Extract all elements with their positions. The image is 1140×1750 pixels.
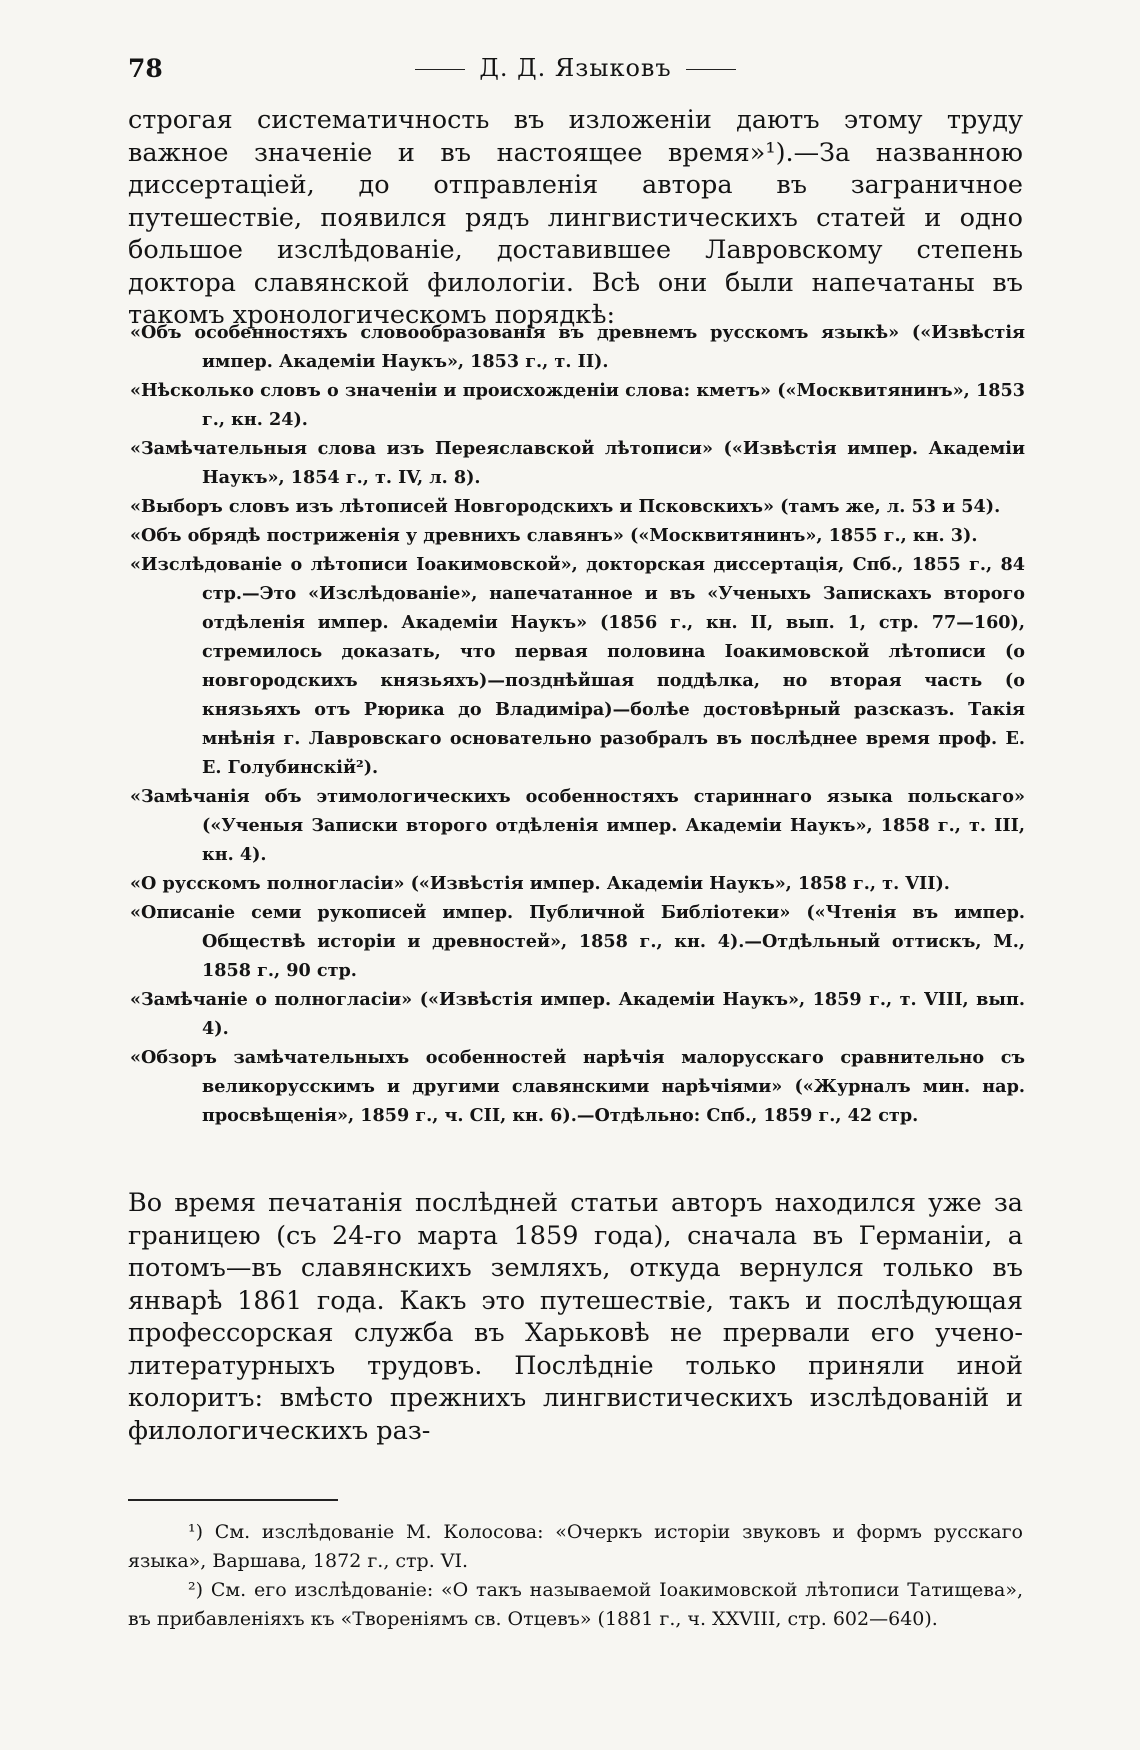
running-title	[128, 54, 1023, 82]
bibliography-item: «О русскомъ полногласіи» («Извѣстія импер. Академіи Наукъ», 1858 г., т. VII).	[130, 873, 950, 894]
bibliography-item: «Выборъ словъ изъ лѣтописей Новгородскихъ и Псковскихъ» (тамъ же, л. 53 и 54).	[130, 496, 1001, 517]
paragraph-bottom: Во время печатанія послѣдней статьи авторъ находился уже за границею (съ 24-го марта 1859 года), сначала въ Германіи, а потомъ—въ славянскихъ земляхъ, откуда вернулся только въ январѣ 1861 года. Какъ это путешествіе, такъ и послѣдующая профессорская служба въ Харьковѣ не прервали его учено-литературныхъ трудовъ. Послѣдніе только приняли иной колоритъ: вмѣсто прежнихъ лингвистическихъ изслѣдованій и филологическихъ раз-	[128, 1188, 1023, 1446]
title-dash-right	[686, 69, 736, 70]
bibliography-item: «Замѣчательныя слова изъ Переяславской лѣтописи» («Извѣстія импер. Академіи Наукъ», 1854 г., т. IV, л. 8).	[130, 438, 1025, 488]
footnotes	[128, 1518, 1023, 1634]
page-header	[128, 48, 1023, 88]
page-number: 78	[128, 54, 163, 83]
bibliography-item: «Объ обрядѣ постриженія у древнихъ славянъ» («Москвитянинъ», 1855 г., кн. 3).	[130, 525, 978, 546]
paragraph-top: строгая систематичность въ изложеніи даютъ этому труду важное значеніе и въ настоящее время»¹).—За названною диссертаціей, до отправленія автора въ заграничное путешествіе, появился рядъ лингвистическихъ статей и одно большое изслѣдованіе, доставившее Лавровскому степень доктора славянской филологіи. Всѣ они были напечатаны въ такомъ хронологическомъ порядкѣ:	[128, 105, 1023, 330]
title-dash-left	[415, 69, 465, 70]
footnote-1: ¹) См. изслѣдованіе М. Колосова: «Очеркъ исторіи звуковъ и формъ русскаго языка», Варшава, 1872 г., стр. VI.	[128, 1521, 1023, 1572]
bibliography-item: «Изслѣдованіе о лѣтописи Іоакимовской», докторская диссертація, Спб., 1855 г., 84 стр.—Это «Изслѣдованіе», напечатанное и въ «Ученыхъ Запискахъ второго отдѣленія импер. Академіи Наукъ» (1856 г., кн. II, вып. 1, стр. 77—160), стремилось доказать, что первая половина Іоакимовской лѣтописи (о новгородскихъ князьяхъ)—позднѣйшая поддѣлка, но вторая часть (о князьяхъ отъ Рюрика до Владиміра)—болѣе достовѣрный разсказъ. Такія мнѣнія г. Лавровскаго основательно разобралъ въ послѣднее время проф. Е. Е. Голубинскій²).	[130, 554, 1025, 778]
bibliography-list	[130, 318, 1025, 1130]
footnote-2: ²) См. его изслѣдованіе: «О такъ называемой Іоакимовской лѣтописи Татищева», въ прибавленіяхъ къ «Твореніямъ св. Отцевъ» (1881 г., ч. XXVIII, стр. 602—640).	[128, 1579, 1023, 1630]
footnote-rule	[128, 1499, 338, 1501]
bibliography-item: «Объ особенностяхъ словообразованія въ древнемъ русскомъ языкѣ» («Извѣстія импер. Академіи Наукъ», 1853 г., т. II).	[130, 322, 1025, 372]
bibliography-item: «Обзоръ замѣчательныхъ особенностей нарѣчія малорусскаго сравнительно съ великорусскимъ и другими славянскими нарѣчіями» («Журналъ мин. нар. просвѣщенія», 1859 г., ч. CII, кн. 6).—Отдѣльно: Спб., 1859 г., 42 стр.	[130, 1047, 1025, 1126]
bibliography-item: «Замѣчанія объ этимологическихъ особенностяхъ стариннаго языка польскаго» («Ученыя Записки второго отдѣленія импер. Академіи Наукъ», 1858 г., т. III, кн. 4).	[130, 786, 1025, 865]
bibliography-item: «Описаніе семи рукописей импер. Публичной Библіотеки» («Чтенія въ импер. Обществѣ исторіи и древностей», 1858 г., кн. 4).—Отдѣльный оттискъ, М., 1858 г., 90 стр.	[130, 902, 1025, 981]
bibliography-item: «Замѣчаніе о полногласіи» («Извѣстія импер. Академіи Наукъ», 1859 г., т. VIII, вып. 4).	[130, 989, 1025, 1039]
running-title-text: Д. Д. Языковъ	[479, 54, 672, 82]
bibliography-item: «Нѣсколько словъ о значеніи и происхожденіи слова: кметъ» («Москвитянинъ», 1853 г., кн. 24).	[130, 380, 1025, 430]
